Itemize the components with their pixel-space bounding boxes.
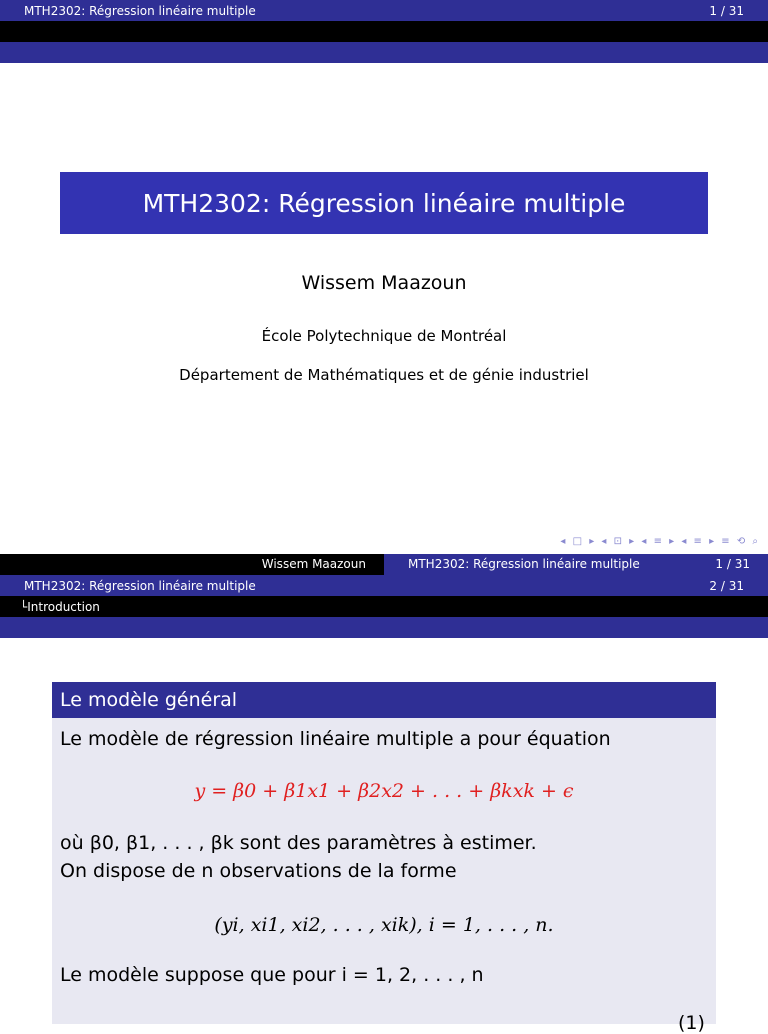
equation-number: (1) bbox=[678, 1012, 705, 1034]
beamer-navigation-icons[interactable]: ◂ □ ▸ ◂ ⊡ ▸ ◂ ≡ ▸ ◂ ≡ ▸ ≡ ⟲ ⌕ bbox=[560, 536, 760, 547]
slide1-footer bbox=[0, 554, 768, 575]
observation-form: (yi, xi1, xi2, . . . , xik), i = 1, . . . , n. bbox=[214, 914, 554, 936]
footer-info bbox=[384, 554, 768, 575]
footer-page: 1 / 31 bbox=[715, 557, 750, 571]
assumption-line: Le modèle suppose que pour i = 1, 2, . . . , n bbox=[60, 964, 484, 986]
slide1-subheader-bar bbox=[0, 21, 768, 42]
institution: École Polytechnique de Montréal bbox=[261, 327, 507, 345]
observations-line: On dispose de n observations de la forme bbox=[60, 860, 457, 882]
model-equation: y = β0 + β1x1 + β2x2 + . . . + βkxk + ϵ bbox=[194, 780, 574, 802]
slide1-header-page: 1 / 31 bbox=[709, 3, 744, 18]
footer-author: Wissem Maazoun bbox=[0, 554, 384, 575]
slide1-band bbox=[0, 42, 768, 63]
block-title bbox=[52, 682, 716, 718]
subsection-label: └Introduction bbox=[20, 599, 100, 614]
footer-title: MTH2302: Régression linéaire multiple bbox=[408, 557, 640, 571]
parameters-line: où β0, β1, . . . , βk sont des paramètres à estimer. bbox=[60, 832, 537, 854]
slide2-subsection-bar bbox=[0, 596, 768, 617]
slide1-title: MTH2302: Régression linéaire multiple bbox=[142, 188, 626, 218]
block-body bbox=[52, 718, 716, 1034]
slide2-band bbox=[0, 617, 768, 638]
slide1-header bbox=[0, 0, 768, 21]
department: Département de Mathématiques et de génie industriel bbox=[179, 366, 589, 384]
intro-line: Le modèle de régression linéaire multiple a pour équation bbox=[60, 728, 611, 750]
slide2-header-title: MTH2302: Régression linéaire multiple bbox=[24, 578, 256, 593]
slide1-header-title: MTH2302: Régression linéaire multiple bbox=[24, 3, 256, 18]
slide2-header-page: 2 / 31 bbox=[709, 578, 744, 593]
slide1-title-box bbox=[60, 172, 708, 234]
author: Wissem Maazoun bbox=[301, 272, 467, 294]
slide2-header bbox=[0, 575, 768, 596]
block-title-text: Le modèle général bbox=[60, 689, 238, 711]
